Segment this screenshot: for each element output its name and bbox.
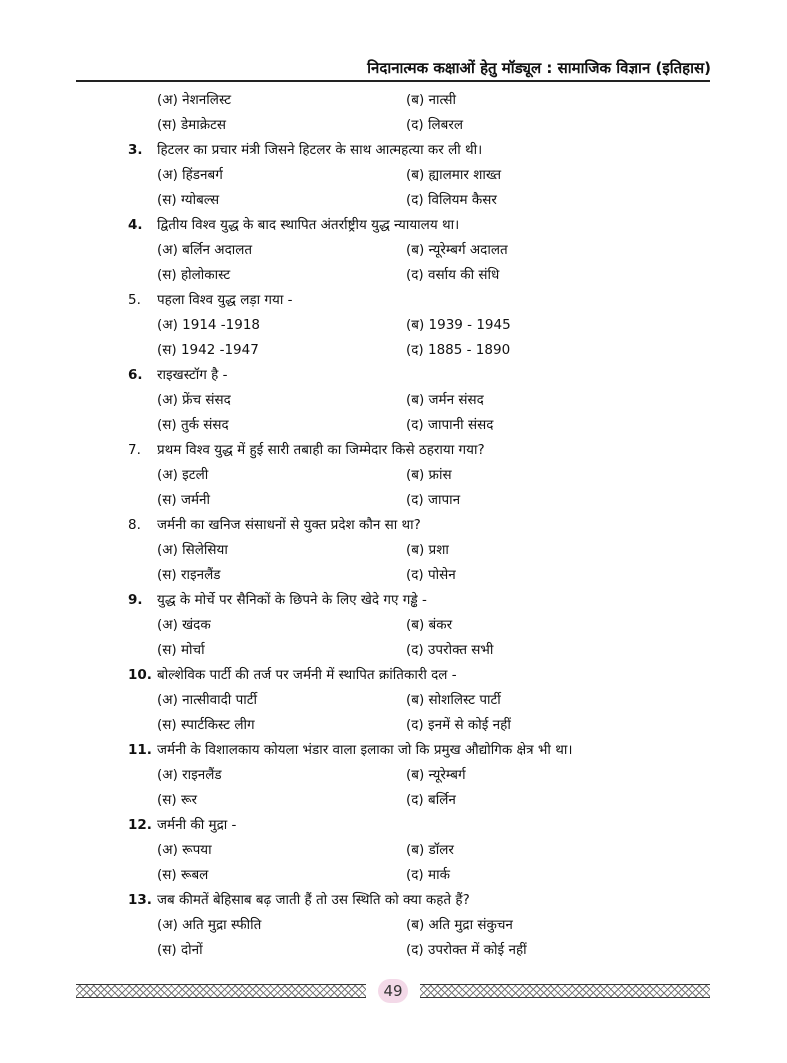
question-number: 9.	[128, 592, 143, 608]
option-label: (ब) सोशलिस्ट पार्टी	[406, 692, 501, 708]
question-text: राइखस्टॉग है -	[157, 367, 228, 383]
options-row	[0, 713, 787, 738]
option-label: (अ) इटली	[157, 467, 209, 483]
question-text: जर्मनी का खनिज संसाधनों से युक्त प्रदेश कौन सा था?	[157, 517, 421, 533]
question-line	[0, 663, 787, 688]
option-label: (स) दोनों	[157, 942, 203, 958]
question-text: जर्मनी की मुद्रा -	[157, 817, 237, 833]
option-label: (अ) अति मुद्रा स्फीति	[157, 917, 262, 933]
page-number: 49	[378, 979, 408, 1003]
options-row	[0, 388, 787, 413]
question-line	[0, 888, 787, 913]
options-row	[0, 263, 787, 288]
option-label: (ब) न्यूरेम्बर्ग अदालत	[406, 242, 508, 258]
option-label: (ब) प्रशा	[406, 542, 449, 558]
option-label: (द) जापानी संसद	[406, 417, 494, 433]
options-row	[0, 88, 787, 113]
page-footer	[76, 979, 710, 1003]
option-label: (अ) राइनलैंड	[157, 767, 222, 783]
options-row	[0, 863, 787, 888]
footer-ornament-left	[76, 984, 366, 998]
options-row	[0, 838, 787, 863]
option-label: (अ) सिलेसिया	[157, 542, 228, 558]
option-label: (ब) नात्सी	[406, 92, 457, 108]
option-label: (द) विलियम कैसर	[406, 192, 497, 208]
question-number: 7.	[128, 442, 141, 458]
options-row	[0, 188, 787, 213]
option-label: (ब) 1939 - 1945	[406, 317, 511, 333]
options-row	[0, 538, 787, 563]
question-text: पहला विश्व युद्ध लड़ा गया -	[157, 292, 293, 308]
header-rule	[76, 80, 710, 82]
question-line	[0, 138, 787, 163]
option-label: (द) बर्लिन	[406, 792, 456, 808]
option-label: (ब) ह्यालमार शाख्त	[406, 167, 502, 183]
question-line	[0, 738, 787, 763]
option-label: (स) तुर्क संसद	[157, 417, 229, 433]
question-list	[0, 88, 787, 963]
question-text: द्वितीय विश्व युद्ध के बाद स्थापित अंतर्राष्ट्रीय युद्ध न्यायालय था।	[157, 217, 460, 233]
option-label: (स) होलोकास्ट	[157, 267, 231, 283]
question-text: जर्मनी के विशालकाय कोयला भंडार वाला इलाका जो कि प्रमुख औद्योगिक क्षेत्र भी था।	[157, 742, 573, 758]
question-line	[0, 813, 787, 838]
options-row	[0, 913, 787, 938]
question-number: 10.	[128, 667, 152, 683]
option-label: (द) 1885 - 1890	[406, 342, 511, 358]
question-text: बोल्शेविक पार्टी की तर्ज पर जर्मनी में स्थापित क्रांतिकारी दल -	[157, 667, 457, 683]
option-label: (स) राइनलैंड	[157, 567, 221, 583]
question-number: 8.	[128, 517, 141, 533]
options-row	[0, 763, 787, 788]
question-line	[0, 213, 787, 238]
option-label: (स) जर्मनी	[157, 492, 211, 508]
option-label: (अ) हिंडनबर्ग	[157, 167, 223, 183]
options-row	[0, 688, 787, 713]
question-line	[0, 288, 787, 313]
option-label: (ब) डॉलर	[406, 842, 454, 858]
option-label: (अ) खंदक	[157, 617, 211, 633]
option-label: (ब) अति मुद्रा संकुचन	[406, 917, 513, 933]
question-line	[0, 438, 787, 463]
options-row	[0, 313, 787, 338]
option-label: (अ) फ्रेंच संसद	[157, 392, 231, 408]
option-label: (द) लिबरल	[406, 117, 464, 133]
question-number: 11.	[128, 742, 152, 758]
option-label: (स) डेमाक्रेटस	[157, 117, 227, 133]
options-row	[0, 638, 787, 663]
option-label: (अ) बर्लिन अदालत	[157, 242, 253, 258]
options-row	[0, 238, 787, 263]
options-row	[0, 113, 787, 138]
option-label: (द) उपरोक्त में कोई नहीं	[406, 942, 527, 958]
option-label: (स) स्पार्टकिस्ट लीग	[157, 717, 255, 733]
option-label: (स) रूर	[157, 792, 197, 808]
question-text: हिटलर का प्रचार मंत्री जिसने हिटलर के साथ आत्महत्या कर ली थी।	[157, 142, 483, 158]
option-label: (द) वर्साय की संधि	[406, 267, 500, 283]
question-line	[0, 588, 787, 613]
question-text: युद्ध के मोर्चे पर सैनिकों के छिपने के लिए खेदे गए गड्ढे -	[157, 592, 427, 608]
question-number: 13.	[128, 892, 152, 908]
question-number: 12.	[128, 817, 152, 833]
option-label: (द) मार्क	[406, 867, 450, 883]
option-label: (अ) नेशनलिस्ट	[157, 92, 232, 108]
question-line	[0, 363, 787, 388]
question-number: 5.	[128, 292, 141, 308]
question-number: 3.	[128, 142, 143, 158]
question-text: प्रथम विश्व युद्ध में हुई सारी तबाही का जिम्मेदार किसे ठहराया गया?	[157, 442, 485, 458]
page-header-title: निदानात्मक कक्षाओं हेतु मॉड्यूल : सामाजिक विज्ञान (इतिहास)	[367, 59, 711, 77]
option-label: (द) पोसेन	[406, 567, 456, 583]
option-label: (ब) फ्रांस	[406, 467, 452, 483]
options-row	[0, 488, 787, 513]
options-row	[0, 463, 787, 488]
options-row	[0, 338, 787, 363]
option-label: (स) ग्योबल्स	[157, 192, 220, 208]
option-label: (अ) 1914 -1918	[157, 317, 261, 333]
question-line	[0, 513, 787, 538]
options-row	[0, 613, 787, 638]
option-label: (ब) जर्मन संसद	[406, 392, 484, 408]
option-label: (अ) रूपया	[157, 842, 212, 858]
option-label: (स) 1942 -1947	[157, 342, 259, 358]
option-label: (द) जापान	[406, 492, 461, 508]
option-label: (स) रूबल	[157, 867, 209, 883]
option-label: (ब) बंकर	[406, 617, 453, 633]
option-label: (स) मोर्चा	[157, 642, 205, 658]
option-label: (द) उपरोक्त सभी	[406, 642, 494, 658]
footer-ornament-right	[420, 984, 710, 998]
question-number: 6.	[128, 367, 143, 383]
options-row	[0, 413, 787, 438]
options-row	[0, 163, 787, 188]
question-number: 4.	[128, 217, 143, 233]
options-row	[0, 938, 787, 963]
options-row	[0, 563, 787, 588]
question-text: जब कीमतें बेहिसाब बढ़ जाती हैं तो उस स्थिति को क्या कहते हैं?	[157, 892, 470, 908]
option-label: (द) इनमें से कोई नहीं	[406, 717, 511, 733]
options-row	[0, 788, 787, 813]
option-label: (अ) नात्सीवादी पार्टी	[157, 692, 258, 708]
option-label: (ब) न्यूरेम्बर्ग	[406, 767, 466, 783]
